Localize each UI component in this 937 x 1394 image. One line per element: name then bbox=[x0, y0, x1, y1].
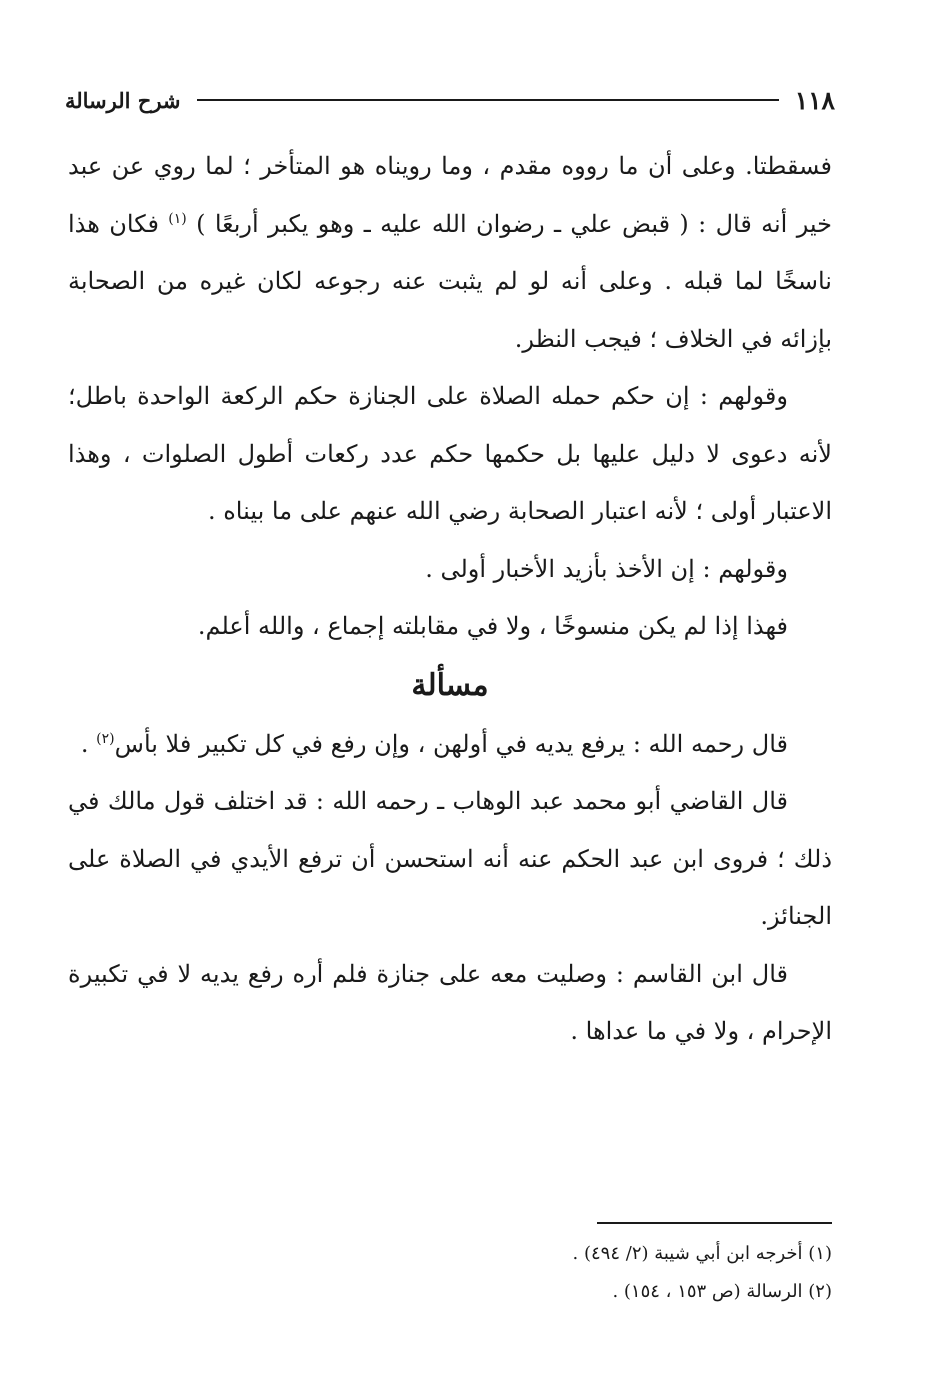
footnote: (١) أخرجه ابن أبي شيبة (٢/ ٤٩٤) . bbox=[572, 1243, 832, 1264]
footnotes bbox=[200, 1235, 832, 1311]
paragraph: قال رحمه الله : يرفع يديه في أولهن ، وإن رفع في كل تكبير فلا بأس$^{(٢)}$ . bbox=[80, 729, 788, 758]
paragraph: فسقطتا. وعلى أن ما رووه مقدم ، وما رويناه هو المتأخر ؛ لما روي عن عبد خير أنه قال : ( قبض علي ـ رضوان الله عليه ـ وهو يكبر أربعًا ) $^{(١)}$ فكان هذا ناسخًا لما قبله . وعلى أنه لو لم يثبت عنه رجوعه لكان غيره من الصحابة بإزائه في الخلاف ؛ فيجب النظر. bbox=[68, 152, 833, 353]
footnote-separator bbox=[597, 1222, 832, 1224]
footnote-ref: (٢) bbox=[96, 730, 115, 747]
footnote: (٢) الرسالة (ص ١٥٣ ، ١٥٤) . bbox=[612, 1281, 832, 1302]
main-text bbox=[68, 138, 832, 1061]
paragraph: قال القاضي أبو محمد عبد الوهاب ـ رحمه الله : قد اختلف قول مالك في ذلك ؛ فروى ابن عبد الحكم عنه أنه استحسن أن ترفع الأيدي في الصلاة على الجنائز. bbox=[68, 787, 833, 930]
header-rule bbox=[197, 99, 779, 101]
footnote-ref: (١) bbox=[168, 210, 187, 227]
section-heading: مسألة bbox=[411, 667, 489, 703]
page-number: ١١٨ bbox=[794, 85, 835, 115]
paragraph: وقولهم : إن حكم حمله الصلاة على الجنازة حكم الركعة الواحدة باطل؛ لأنه دعوى لا دليل عليها بل حكمها حكم عدد ركعات أطول الصلوات ، وهذا الاعتبار أولى ؛ لأنه اعتبار الصحابة رضي الله عنهم على ما بيناه . bbox=[68, 382, 832, 525]
paragraph: وقولهم : إن الأخذ بأزيد الأخبار أولى . bbox=[425, 554, 788, 583]
page-header bbox=[65, 80, 835, 120]
paragraph: قال ابن القاسم : وصليت معه على جنازة فلم أره رفع يديه لا في تكبيرة الإحرام ، ولا في ما عداها . bbox=[68, 959, 832, 1045]
paragraph: فهذا إذا لم يكن منسوخًا ، ولا في مقابلته إجماع ، والله أعلم. bbox=[197, 612, 788, 640]
running-title: شرح الرسالة bbox=[65, 87, 181, 113]
